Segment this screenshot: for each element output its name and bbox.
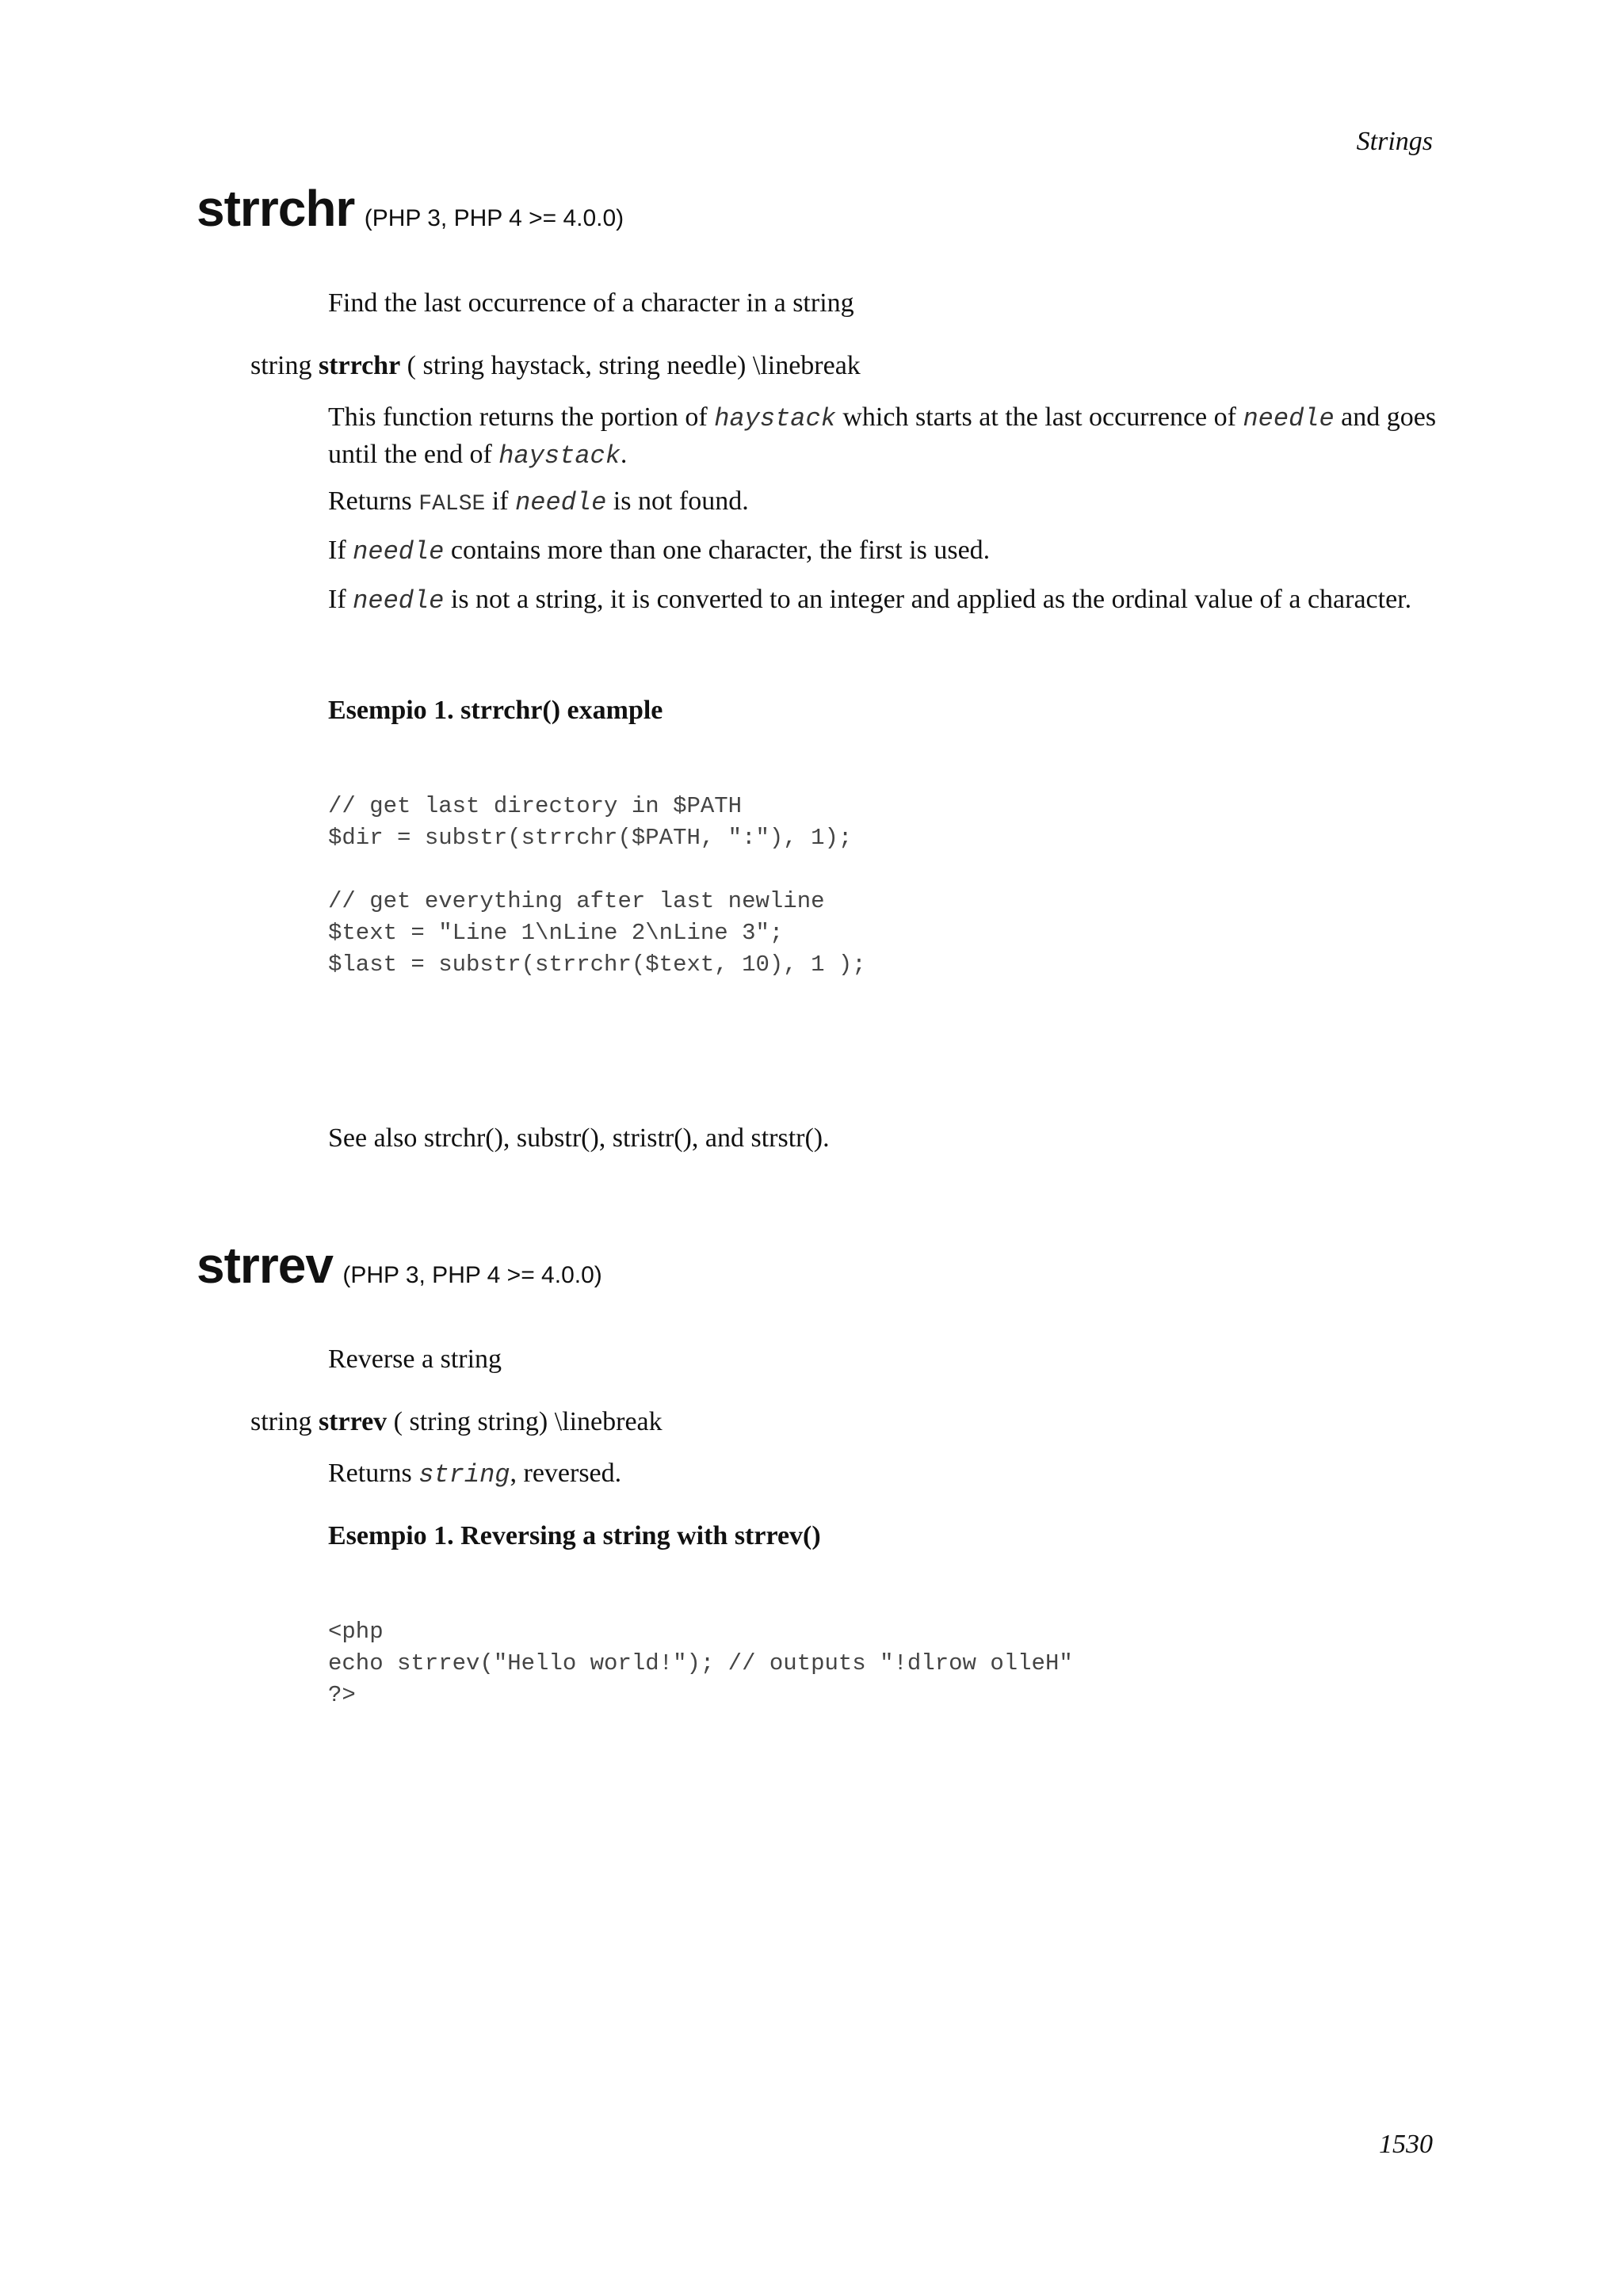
description-paragraph: This function returns the portion of haystack which starts at the last occurrence of needle and goes until the end of haystack. — [328, 402, 1437, 471]
function-name: strrev — [197, 1237, 333, 1294]
function-purpose: Find the last occurrence of a character in a string — [328, 288, 854, 318]
function-purpose: Reverse a string — [328, 1344, 502, 1374]
parameter: needle — [353, 537, 445, 566]
function-name: strrchr — [197, 180, 355, 237]
see-also: See also strchr(), substr(), stristr(), and strstr(). — [328, 1123, 830, 1153]
parameter: needle — [515, 488, 607, 517]
parameter: haystack — [498, 441, 621, 471]
synopsis-params: ( string string) \linebreak — [393, 1407, 663, 1436]
code-example: // get last directory in $PATH $dir = substr(strrchr($PATH, ":"), 1); // get everything after last newline $text = "Line 1\nLine 2\nLine 3"; $last = substr(strrchr($text, 10), 1 ); — [328, 793, 866, 978]
parameter: needle — [1243, 404, 1335, 433]
parameter: string — [418, 1460, 510, 1489]
parameter: needle — [353, 586, 445, 616]
description-paragraph: If needle is not a string, it is converted to an integer and applied as the ordinal value of a character. — [328, 585, 1412, 616]
function-heading-strrchr — [197, 179, 624, 238]
running-header: Strings — [1356, 127, 1433, 156]
page-number: 1530 — [1379, 2130, 1433, 2159]
description-paragraph: Returns string, reversed. — [328, 1459, 622, 1489]
example-title: Esempio 1. Reversing a string with strrev() — [328, 1521, 821, 1550]
synopsis-function-name: strrev — [318, 1407, 388, 1436]
function-version: (PHP 3, PHP 4 >= 4.0.0) — [364, 205, 624, 231]
parameter: haystack — [714, 404, 836, 433]
function-synopsis — [250, 351, 861, 381]
function-version: (PHP 3, PHP 4 >= 4.0.0) — [342, 1262, 602, 1288]
constant: FALSE — [418, 492, 486, 517]
function-synopsis — [250, 1407, 663, 1437]
synopsis-return-type: string — [250, 1407, 312, 1436]
synopsis-function-name: strrchr — [318, 351, 401, 380]
description-paragraph: If needle contains more than one character, the first is used. — [328, 536, 991, 566]
code-example: <php echo strrev("Hello world!"); // outputs "!dlrow olleH" ?> — [328, 1619, 1073, 1708]
function-heading-strrev — [197, 1236, 602, 1295]
example-title: Esempio 1. strrchr() example — [328, 696, 663, 725]
synopsis-return-type: string — [250, 351, 312, 380]
synopsis-params: ( string haystack, string needle) \linebreak — [407, 351, 861, 380]
description-paragraph: Returns FALSE if needle is not found. — [328, 486, 749, 517]
